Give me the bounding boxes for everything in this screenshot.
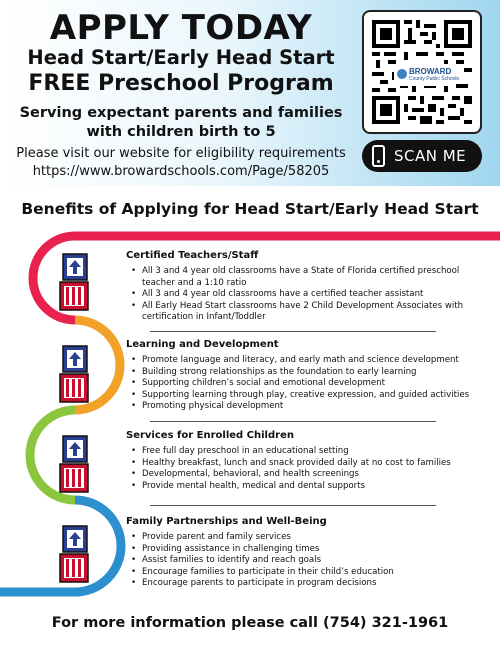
list-item: • Developmental, behavioral, and health screenings — [126, 469, 481, 481]
list-item: • Provide parent and family services — [126, 532, 481, 544]
list-item: • All Early Head Start classrooms have 2 Child Development Associates with certification in Infant/Toddler — [126, 301, 481, 324]
toy-blocks-icon — [58, 524, 92, 584]
section-title: Family Partnerships and Well-Being — [126, 516, 327, 527]
visit-text: Please visit our website for eligibility requirements — [16, 146, 346, 161]
list-item: • All 3 and 4 year old classrooms have a State of Florida certified preschool teacher and a 1:10 ratio — [126, 266, 481, 289]
section-list — [126, 532, 481, 590]
section-title: Certified Teachers/Staff — [126, 250, 259, 261]
page-title: APPLY TODAY — [49, 8, 313, 48]
website-url[interactable]: https://www.browardschools.com/Page/58205 — [32, 164, 330, 179]
list-item: • Assist families to identify and reach goals — [126, 555, 481, 567]
section-list — [126, 446, 481, 492]
scan-me-label: SCAN ME — [394, 147, 467, 165]
section-family-partnerships — [126, 516, 481, 590]
list-item: • Providing assistance in challenging times — [126, 544, 481, 556]
list-item: • Provide mental health, medical and dental supports — [126, 481, 481, 493]
contact-footer: For more information please call (754) 321-1961 — [51, 615, 449, 631]
list-item: • Promoting physical development — [126, 401, 481, 413]
list-item: • Free full day preschool in an educational setting — [126, 446, 481, 458]
section-divider — [150, 421, 436, 422]
broward-logo-sub: County Public Schools — [409, 76, 460, 82]
section-title: Services for Enrolled Children — [126, 430, 294, 441]
section-certified-teachers — [126, 250, 481, 324]
section-learning-development — [126, 339, 481, 413]
toy-blocks-icon — [58, 434, 92, 494]
list-item: • Supporting learning through play, creative expression, and guided activities — [126, 390, 481, 402]
program-name-line1: Head Start/Early Head Start — [27, 46, 335, 69]
toy-blocks-icon — [58, 252, 92, 312]
section-services-enrolled — [126, 430, 481, 492]
list-item: • Healthy breakfast, lunch and snack provided daily at no cost to families — [126, 458, 481, 470]
serving-line2: with children birth to 5 — [86, 124, 276, 140]
serving-line1: Serving expectant parents and families — [19, 105, 343, 121]
benefits-heading: Benefits of Applying for Head Start/Early Head Start — [21, 200, 479, 218]
list-item: • All 3 and 4 year old classrooms have a certified teacher assistant — [126, 289, 481, 301]
section-divider — [150, 505, 436, 506]
list-item: • Encourage families to participate in their child’s education — [126, 567, 481, 579]
section-list — [126, 355, 481, 413]
broward-logo-name: BROWARD — [409, 67, 452, 76]
list-item: • Building strong relationships as the foundation to early learning — [126, 367, 481, 379]
section-divider — [150, 331, 436, 332]
list-item: • Promote language and literacy, and early math and science development — [126, 355, 481, 367]
toy-blocks-icon — [58, 344, 92, 404]
list-item: • Supporting children’s social and emotional development — [126, 378, 481, 390]
section-list — [126, 266, 481, 324]
list-item: • Encourage parents to participate in program decisions — [126, 578, 481, 590]
program-name-line2: FREE Preschool Program — [28, 71, 334, 96]
section-title: Learning and Development — [126, 339, 279, 350]
